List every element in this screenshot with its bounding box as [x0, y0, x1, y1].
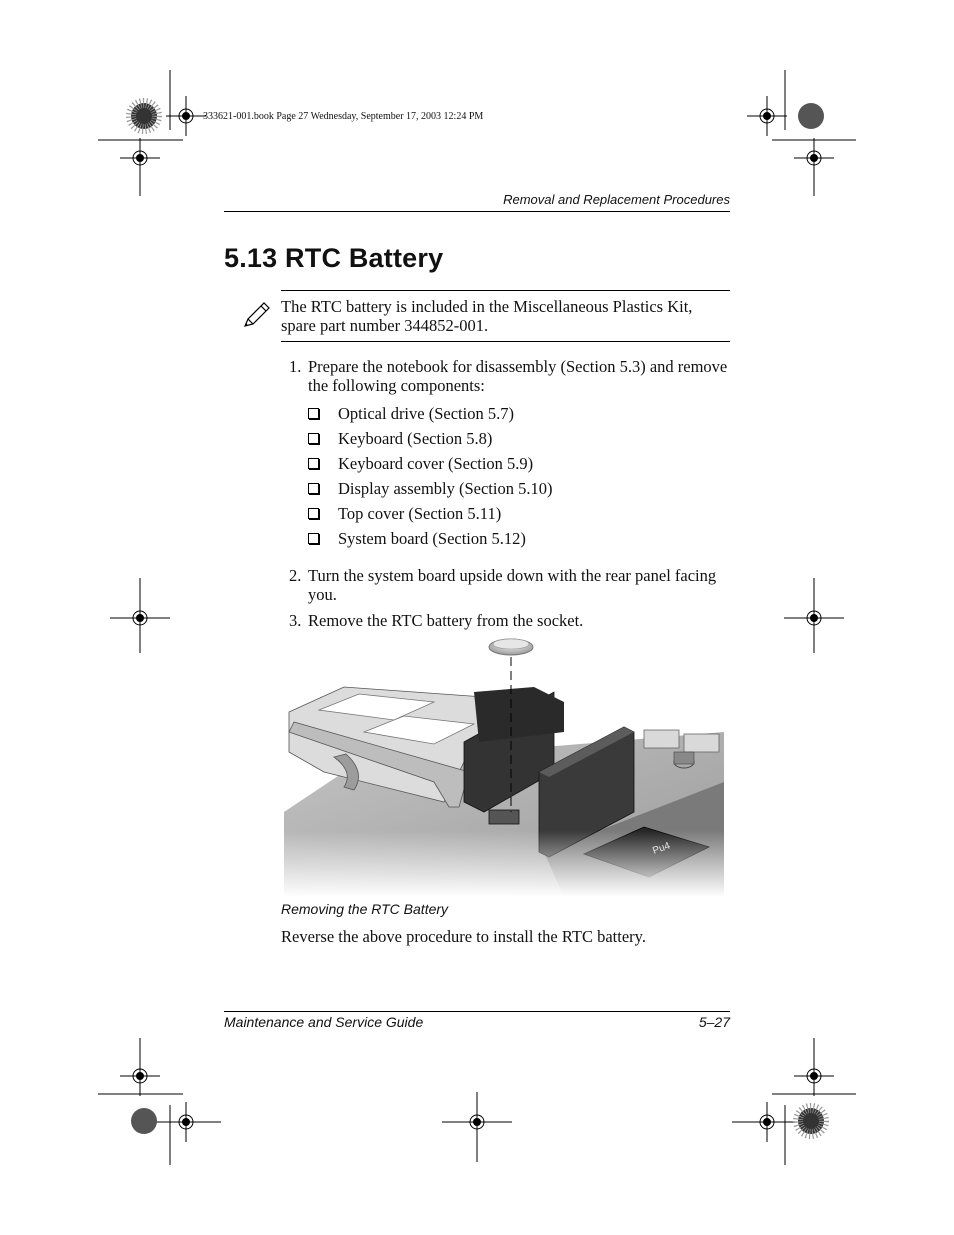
starburst-mark-icon [797, 1107, 825, 1135]
list-item: Keyboard (Section 5.8) [308, 426, 729, 451]
checkbox-bullet-icon [308, 533, 319, 544]
step-text: Prepare the notebook for disassembly (Section 5.3) and remove the following components: [308, 357, 728, 395]
footer-rule [224, 1011, 730, 1012]
component-list [308, 401, 729, 551]
note-text: The RTC battery is included in the Miscellaneous Plastics Kit, spare part number 344852-001. [281, 297, 693, 335]
checkbox-bullet-icon [308, 483, 319, 494]
checkbox-bullet-icon [308, 508, 319, 519]
list-item: Top cover (Section 5.11) [308, 501, 729, 526]
note-top-rule [281, 290, 730, 291]
procedure-steps [289, 357, 729, 637]
registration-target-icon [747, 1102, 787, 1142]
footer-guide-name: Maintenance and Service Guide [224, 1014, 424, 1030]
book-slug-line: 333621-001.book Page 27 Wednesday, September 17, 2003 12:24 PM [203, 111, 484, 122]
registration-target-icon [794, 598, 834, 638]
step-number: 2. [289, 566, 302, 585]
list-item: Optical drive (Section 5.7) [308, 401, 729, 426]
starburst-mark-icon [130, 102, 158, 130]
registration-target-icon [166, 1102, 206, 1142]
registration-target-icon [794, 1056, 834, 1096]
procedure-step [289, 357, 729, 559]
registration-target-icon [120, 1056, 160, 1096]
note-bottom-rule [281, 341, 730, 342]
header-rule [224, 211, 730, 212]
figure-caption: Removing the RTC Battery [281, 901, 449, 917]
pencil-note-icon [242, 300, 272, 330]
step-text: Turn the system board upside down with the rear panel facing you. [308, 566, 717, 604]
rtc-battery-figure [284, 632, 730, 897]
starburst-mark-icon [130, 1107, 158, 1135]
step-number: 3. [289, 611, 302, 630]
list-item: Keyboard cover (Section 5.9) [308, 451, 729, 476]
running-header: Removal and Replacement Procedures [503, 192, 730, 207]
checkbox-bullet-icon [308, 458, 319, 469]
step-text: Remove the RTC battery from the socket. [308, 611, 584, 630]
registration-target-icon [457, 1102, 497, 1142]
registration-target-icon [120, 138, 160, 178]
procedure-step [289, 566, 729, 604]
list-item: System board (Section 5.12) [308, 526, 729, 551]
closing-instruction: Reverse the above procedure to install the RTC battery. [281, 927, 646, 946]
registration-target-icon [166, 96, 206, 136]
page-number: 5–27 [698, 1014, 730, 1030]
registration-target-icon [747, 96, 787, 136]
list-item: Display assembly (Section 5.10) [308, 476, 729, 501]
step-number: 1. [289, 357, 302, 376]
checkbox-bullet-icon [308, 433, 319, 444]
starburst-mark-icon [797, 102, 825, 130]
procedure-step [289, 611, 729, 630]
section-title: 5.13 RTC Battery [224, 243, 444, 273]
registration-target-icon [120, 598, 160, 638]
checkbox-bullet-icon [308, 408, 319, 419]
registration-target-icon [794, 138, 834, 178]
